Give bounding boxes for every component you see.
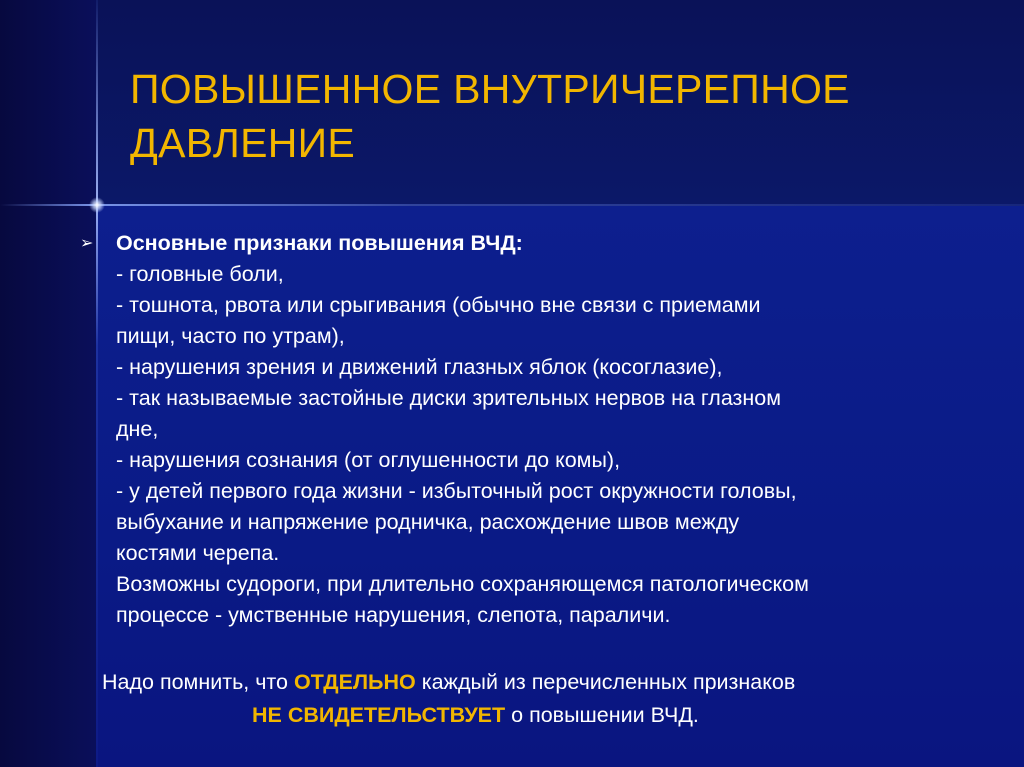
note-text: о повышении ВЧД. (505, 703, 699, 727)
vertical-divider (96, 0, 98, 767)
list-heading: Основные признаки повышения ВЧД: (116, 231, 523, 255)
title-line-2: ДАВЛЕНИЕ (130, 120, 356, 166)
symptoms-list (116, 228, 986, 631)
list-line: процессе - умственные нарушения, слепота, параличи. (116, 603, 671, 627)
horizontal-divider (0, 204, 1024, 206)
slide-title (130, 62, 950, 170)
note-text: каждый из перечисленных признаков (415, 670, 796, 694)
important-note (96, 666, 1024, 732)
list-line: - головные боли, (116, 262, 284, 286)
list-line: Возможны судороги, при длительно сохраняющемся патологическом (116, 572, 809, 596)
sparkle-decoration (89, 197, 105, 213)
list-line: дне, (116, 417, 159, 441)
note-line-2 (96, 699, 1024, 732)
note-emphasis: НЕ СВИДЕТЕЛЬСТВУЕТ (252, 703, 506, 727)
list-line: пищи, часто по утрам), (116, 324, 345, 348)
list-line: - так называемые застойные диски зрительных нервов на глазном (116, 386, 782, 410)
list-line: - нарушения зрения и движений глазных яблок (косоглазие), (116, 355, 723, 379)
list-line: выбухание и напряжение родничка, расхождение швов между (116, 510, 740, 534)
list-line: - у детей первого года жизни - избыточный рост окружности головы, (116, 479, 797, 503)
arrow-bullet-icon: ➢ (80, 235, 94, 252)
note-emphasis: ОТДЕЛЬНО (293, 670, 416, 694)
title-line-1: ПОВЫШЕННОЕ ВНУТРИЧЕРЕПНОЕ (130, 66, 850, 112)
list-line: - нарушения сознания (от оглушенности до комы), (116, 448, 621, 472)
left-band (0, 0, 96, 767)
note-line-1 (96, 666, 1024, 699)
list-line: костями черепа. (116, 541, 280, 565)
list-line: - тошнота, рвота или срыгивания (обычно вне связи с приемами (116, 293, 761, 317)
note-text: Надо помнить, что (102, 670, 294, 694)
